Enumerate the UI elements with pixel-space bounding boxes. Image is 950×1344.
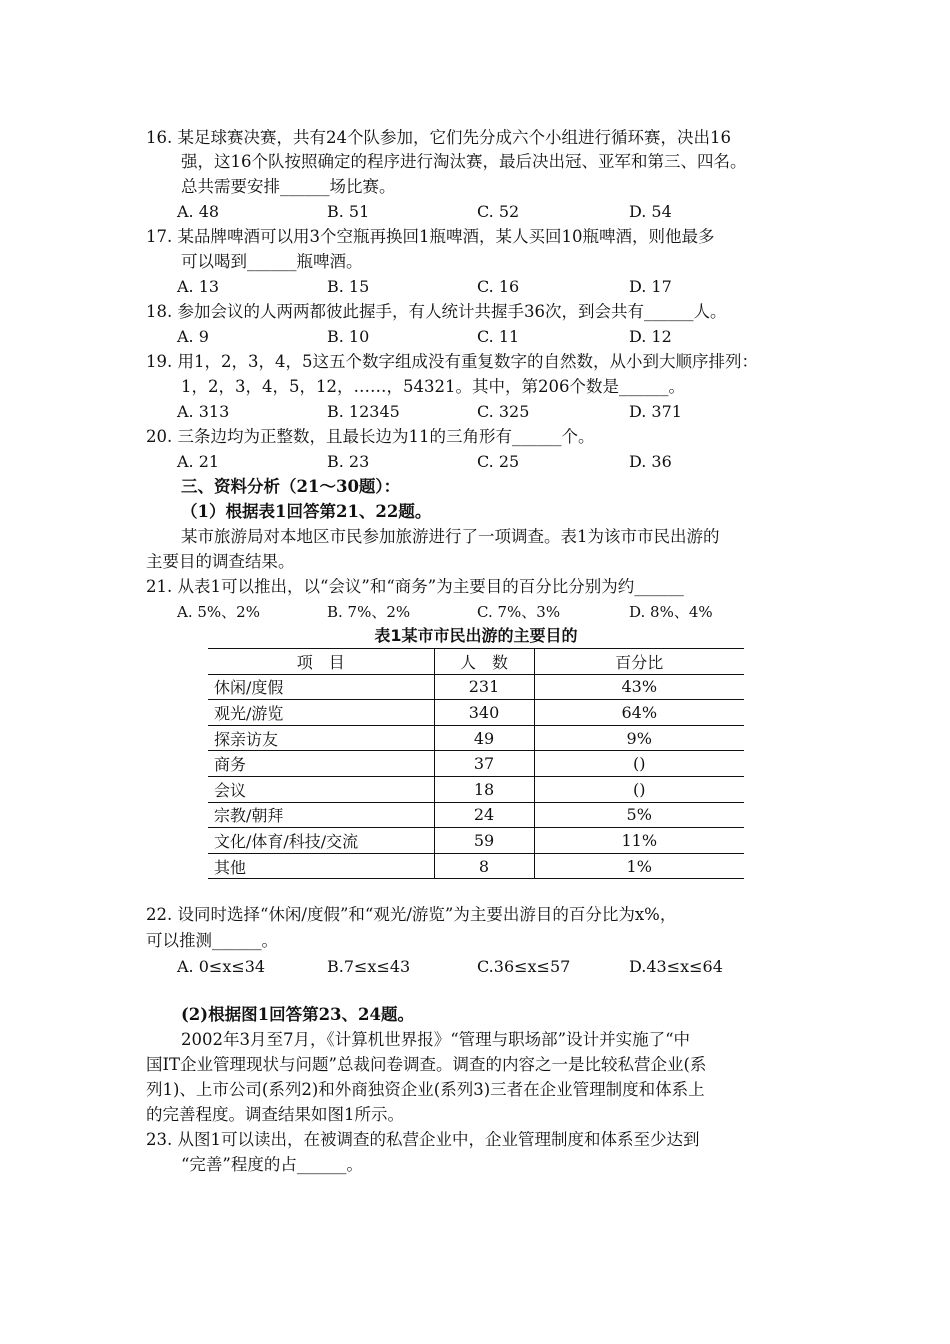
q19-line2: 1，2，3，4，5，12，……，54321。其中，第206个数是______。 [181, 377, 685, 396]
cell-percent: 9% [534, 725, 744, 751]
cell-item: 观光/游览 [208, 700, 434, 726]
cell-percent: 43% [534, 674, 744, 700]
cell-count: 8 [434, 853, 534, 879]
q16-option-d: D. 54 [629, 202, 672, 221]
cell-count: 59 [434, 828, 534, 854]
header-percent: 百分比 [534, 649, 744, 675]
q18-option-b: B. 10 [327, 327, 370, 346]
cell-percent: () [534, 751, 744, 777]
q21-line1: 21. 从表1可以推出，以“会议”和“商务”为主要目的百分比分别为约______ [146, 577, 684, 596]
q20-option-d: D. 36 [629, 452, 672, 471]
q22-option-c: C.36≤x≤57 [477, 957, 571, 976]
cell-count: 340 [434, 700, 534, 726]
q17-option-b: B. 15 [327, 277, 370, 296]
table-row [208, 853, 744, 879]
q19-line1: 19. 用1，2，3，4，5这五个数字组成没有重复数字的自然数，从小到大顺序排列： [146, 352, 758, 371]
q16-option-b: B. 51 [327, 202, 370, 221]
q16-line2: 强，这16个队按照确定的程序进行淘汰赛，最后决出冠、亚军和第三、四名。 [181, 152, 747, 171]
q16-option-c: C. 52 [477, 202, 520, 221]
cell-count: 49 [434, 725, 534, 751]
table1-title: 表1某市市民出游的主要目的 [374, 626, 578, 645]
intro1-line1: 某市旅游局对本地区市民参加旅游进行了一项调查。表1为该市市民出游的 [181, 527, 720, 546]
cell-item: 其他 [208, 853, 434, 879]
q22-option-d: D.43≤x≤64 [629, 957, 723, 976]
cell-item: 会议 [208, 776, 434, 802]
q23-line2: “完善”程度的占______。 [181, 1155, 363, 1174]
q17-option-c: C. 16 [477, 277, 520, 296]
cell-percent: 64% [534, 700, 744, 726]
q21-option-a: A. 5%、2% [177, 603, 260, 621]
q18-line1: 18. 参加会议的人两两都彼此握手，有人统计共握手36次，到会共有______人。 [146, 302, 727, 321]
table-row [208, 725, 744, 751]
q17-line2: 可以喝到______瓶啤酒。 [181, 252, 363, 271]
cell-percent: 11% [534, 828, 744, 854]
table-row [208, 802, 744, 828]
q22-option-a: A. 0≤x≤34 [177, 957, 266, 976]
q18-option-a: A. 9 [177, 327, 209, 346]
cell-item: 宗教/朝拜 [208, 802, 434, 828]
cell-count: 18 [434, 776, 534, 802]
q17-option-d: D. 17 [629, 277, 672, 296]
table-row [208, 751, 744, 777]
header-item: 项 目 [208, 649, 434, 675]
cell-item: 休闲/度假 [208, 674, 434, 700]
intro2-line4: 的完善程度。调查结果如图1所示。 [146, 1105, 404, 1124]
q21-option-d: D. 8%、4% [629, 603, 713, 621]
cell-percent: 1% [534, 853, 744, 879]
intro2-line1: 2002年3月至7月，《计算机世界报》“管理与职场部”设计并实施了“中 [181, 1030, 691, 1049]
subsection-1-heading: （1）根据表1回答第21、22题。 [181, 502, 432, 521]
cell-item: 文化/体育/科技/交流 [208, 828, 434, 854]
cell-count: 37 [434, 751, 534, 777]
table-row [208, 828, 744, 854]
q22-option-b: B.7≤x≤43 [327, 957, 411, 976]
intro1-line2: 主要目的调查结果。 [146, 552, 295, 571]
q19-option-a: A. 313 [177, 402, 230, 421]
q20-option-a: A. 21 [177, 452, 220, 471]
q16-line3: 总共需要安排______场比赛。 [181, 177, 396, 196]
q17-line1: 17. 某品牌啤酒可以用3个空瓶再换回1瓶啤酒，某人买回10瓶啤酒，则他最多 [146, 227, 715, 246]
q20-line1: 20. 三条边均为正整数，且最长边为11的三角形有______个。 [146, 427, 595, 446]
cell-count: 231 [434, 674, 534, 700]
cell-percent: () [534, 776, 744, 802]
table1 [208, 648, 744, 879]
q21-option-c: C. 7%、3% [477, 603, 561, 621]
q22-line2: 可以推测______。 [146, 931, 278, 950]
cell-count: 24 [434, 802, 534, 828]
header-count: 人 数 [434, 649, 534, 675]
table-row [208, 700, 744, 726]
q20-option-b: B. 23 [327, 452, 370, 471]
section-heading: 三、资料分析（21～30题）： [181, 477, 401, 496]
q16-option-a: A. 48 [177, 202, 220, 221]
q18-option-d: D. 12 [629, 327, 672, 346]
q19-option-d: D. 371 [629, 402, 682, 421]
q16-line1: 16. 某足球赛决赛，共有24个队参加，它们先分成六个小组进行循环赛，决出16 [146, 128, 731, 147]
q17-option-a: A. 13 [177, 277, 220, 296]
subsection-2-heading: (2)根据图1回答第23、24题。 [181, 1005, 414, 1024]
table-row [208, 776, 744, 802]
intro2-line2: 国IT企业管理现状与问题”总裁问卷调查。调查的内容之一是比较私营企业(系 [146, 1055, 707, 1074]
q23-line1: 23. 从图1可以读出，在被调查的私营企业中，企业管理制度和体系至少达到 [146, 1130, 700, 1149]
q22-line1: 22. 设同时选择“休闲/度假”和“观光/游览”为主要出游目的百分比为x%， [146, 905, 677, 924]
cell-item: 探亲访友 [208, 725, 434, 751]
intro2-line3: 列1)、上市公司(系列2)和外商独资企业(系列3)三者在企业管理制度和体系上 [146, 1080, 705, 1099]
table-row [208, 674, 744, 700]
table-header-row [208, 649, 744, 675]
q21-option-b: B. 7%、2% [327, 603, 411, 621]
q19-option-b: B. 12345 [327, 402, 400, 421]
q18-option-c: C. 11 [477, 327, 520, 346]
cell-item: 商务 [208, 751, 434, 777]
q20-option-c: C. 25 [477, 452, 520, 471]
cell-percent: 5% [534, 802, 744, 828]
q19-option-c: C. 325 [477, 402, 530, 421]
